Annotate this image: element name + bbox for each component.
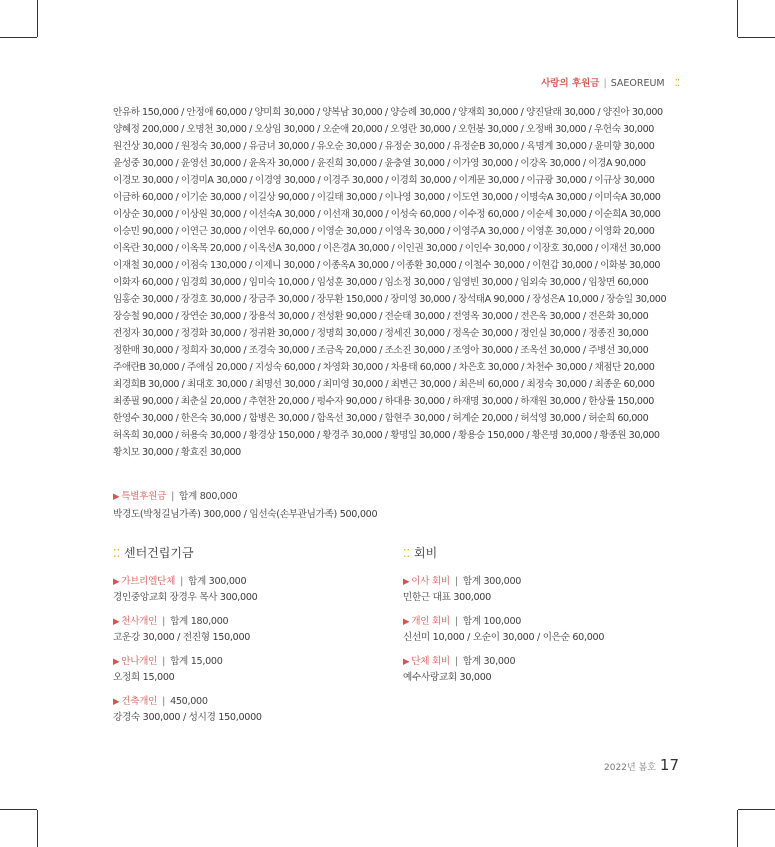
category-block (113, 654, 223, 686)
crop-mark (738, 809, 775, 810)
crop-mark (0, 809, 37, 810)
category-names: 경인중앙교회 장경우 목사 300,000 (113, 592, 258, 603)
divider: | (162, 656, 166, 667)
dots-icon: ⁚⁚ (113, 547, 120, 560)
crop-mark (37, 0, 38, 37)
donor-line: 황치모 30,000 / 황효진 30,000 (113, 447, 241, 458)
category-names: 민한근 대표 300,000 (403, 592, 491, 603)
category-title: 천사개인 (121, 616, 158, 627)
category-block (113, 614, 250, 646)
category-total: 합계 180,000 (170, 616, 229, 627)
crop-mark (0, 37, 37, 38)
divider: | (454, 576, 458, 587)
crop-mark (737, 0, 738, 37)
donor-line: 원건상 30,000 / 원정숙 30,000 / 유금녀 30,000 / 유오순 30,000 / 유정순 30,000 / 유정순B 30,000 / 육명계 30,000 / 윤미향 30,000 (113, 141, 655, 152)
section-heading-dues (403, 544, 437, 561)
category-header (403, 654, 515, 670)
category-title: 건축개인 (121, 696, 158, 707)
dots-icon: ⁚⁚ (403, 547, 410, 560)
page-footer (604, 756, 679, 774)
page-number: 17 (659, 756, 679, 774)
section-heading-building-fund (113, 544, 194, 561)
category-names: 박경도(박청길님가족) 300,000 / 임선숙(손부관님가족) 500,000 (113, 509, 378, 520)
special-donation-block (113, 488, 377, 523)
donor-line: 전정자 30,000 / 정경화 30,000 / 정귀환 30,000 / 정명희 30,000 / 정세진 30,000 / 정옥순 30,000 / 정인실 30,000 / 정종진 30,000 (113, 328, 649, 339)
donor-line: 양혜정 200,000 / 오명천 30,000 / 오상임 30,000 / 오순애 20,000 / 오영란 30,000 / 오헌봉 30,000 / 오정배 30,000 / 우헌숙 30,000 (113, 124, 654, 135)
dots-icon: ⁚⁚ (674, 78, 679, 89)
donor-line: 윤성중 30,000 / 윤영선 30,000 / 윤옥자 30,000 / 윤진희 30,000 / 윤충열 30,000 / 이가영 30,000 / 이강옥 30,000 / 이경A 90,000 (113, 158, 646, 169)
crop-mark (37, 810, 38, 847)
category-total: 합계 300,000 (188, 576, 247, 587)
category-title: 개인 회비 (411, 616, 450, 627)
category-header (113, 654, 223, 670)
donor-line: 주애란B 30,000 / 주애심 20,000 / 지성숙 60,000 / 차영화 30,000 / 차용태 60,000 / 차은호 30,000 / 차천수 30,000 / 채점단 20,000 (113, 362, 655, 373)
arrow-right-icon: ▶ (113, 617, 120, 627)
arrow-right-icon: ▶ (113, 492, 120, 502)
donor-line: 이상순 30,000 / 이상원 30,000 / 이선숙A 30,000 / 이선재 30,000 / 이성숙 60,000 / 이수정 60,000 / 이순세 30,000 / 이순희A 30,000 (113, 209, 661, 220)
issue-label: 2022년 봄호 (604, 763, 656, 773)
category-title: 이사 회비 (411, 576, 450, 587)
category-header (113, 614, 250, 630)
special-donation-header (113, 488, 377, 506)
donor-line: 최경희B 30,000 / 최대호 30,000 / 최명선 30,000 / 최미영 30,000 / 최변근 30,000 / 최은비 60,000 / 최정숙 30,000 / 최종운 60,000 (113, 379, 655, 390)
arrow-right-icon: ▶ (113, 577, 120, 587)
donor-line: 최종필 90,000 / 최춘실 20,000 / 추현찬 20,000 / 펑수자 90,000 / 하대용 30,000 / 하재명 30,000 / 하재원 30,000 / 한상률 150,000 (113, 396, 654, 407)
category-title: 특별후원금 (121, 491, 167, 502)
arrow-right-icon: ▶ (113, 697, 120, 707)
category-block (113, 694, 262, 726)
donor-line: 한영수 30,000 / 한은숙 30,000 / 함병은 30,000 / 함옥선 30,000 / 함현주 30,000 / 허계순 20,000 / 허석영 30,000 / 허순희 60,000 (113, 413, 649, 424)
category-block (403, 614, 604, 646)
section-heading-text: 회비 (414, 546, 438, 560)
category-header (113, 694, 262, 710)
category-names: 신선미 10,000 / 오순이 30,000 / 이은순 60,000 (403, 632, 605, 643)
crop-mark (738, 37, 775, 38)
arrow-right-icon: ▶ (113, 657, 120, 667)
category-header (403, 614, 604, 630)
category-names: 예수사랑교회 30,000 (403, 672, 492, 683)
category-names: 강경숙 300,000 / 성시경 150,0000 (113, 712, 262, 723)
category-block (113, 574, 257, 606)
divider: | (162, 616, 166, 627)
header-title: 사랑의 후원금 (541, 78, 600, 89)
donor-line: 이승민 90,000 / 이연근 30,000 / 이연우 60,000 / 이영순 30,000 / 이영옥 30,000 / 이영주A 30,000 / 이영훈 30,000 / 이영화 20,000 (113, 226, 655, 237)
divider: | (454, 656, 458, 667)
category-total: 합계 100,000 (462, 616, 522, 627)
category-names: 오정희 15,000 (113, 672, 175, 683)
donor-line: 안유하 150,000 / 안정애 60,000 / 양미희 30,000 / 양복남 30,000 / 양승례 30,000 / 양재희 30,000 / 양진달래 30,000 / 양진아 30,000 (113, 107, 663, 118)
category-title: 단체 회비 (411, 656, 450, 667)
category-header (403, 574, 521, 590)
category-total: 합계 800,000 (179, 491, 238, 502)
divider: | (171, 491, 175, 502)
divider: | (180, 576, 183, 587)
arrow-right-icon: ▶ (403, 577, 410, 587)
category-block (403, 654, 515, 686)
donor-list (113, 104, 688, 461)
category-header (113, 574, 257, 590)
category-total: 합계 30,000 (462, 656, 516, 667)
category-names: 고운강 30,000 / 전진형 150,000 (113, 632, 251, 643)
category-total: 450,000 (170, 696, 208, 707)
donor-line: 이경모 30,000 / 이경미A 30,000 / 이경영 30,000 / 이경주 30,000 / 이경희 30,000 / 이계문 30,000 / 이규광 30,000 / 이규상 30,000 (113, 175, 655, 186)
crop-mark (737, 810, 738, 847)
category-title: 안나개인 (121, 656, 158, 667)
arrow-right-icon: ▶ (403, 617, 410, 627)
section-heading-text: 센터건립기금 (124, 546, 194, 560)
donor-line: 장승철 90,000 / 장연순 30,000 / 장용석 30,000 / 전성환 90,000 / 전순태 30,000 / 전영옥 30,000 / 전은옥 30,000 / 전은화 30,000 (113, 311, 649, 322)
category-block (403, 574, 521, 606)
divider: | (454, 616, 458, 627)
running-header (541, 75, 679, 89)
arrow-right-icon: ▶ (403, 657, 410, 667)
header-subtitle: SAEOREUM (610, 78, 665, 89)
category-total: 합계 300,000 (462, 576, 522, 587)
divider: | (162, 696, 166, 707)
donor-line: 이옥란 30,000 / 이옥목 20,000 / 이옥선A 30,000 / 이은경A 30,000 / 이인권 30,000 / 이인수 30,000 / 이장호 30,000 / 이재선 30,000 (113, 243, 661, 254)
header-separator: | (603, 78, 607, 89)
donor-line: 허옥희 30,000 / 허용숙 30,000 / 황경상 150,000 / 황경주 30,000 / 황명일 30,000 / 황용승 150,000 / 황은명 30,000 / 황종원 30,000 (113, 430, 660, 441)
donor-line: 임홍순 30,000 / 장경호 30,000 / 장금주 30,000 / 장무환 150,000 / 장미영 30,000 / 장석태A 90,000 / 장성은A 10,000 / 장승일 30,000 (113, 294, 667, 305)
donor-line: 이재철 30,000 / 이점숙 130,000 / 이제니 30,000 / 이종옥A 30,000 / 이종환 30,000 / 이철수 30,000 / 이현갑 30,000 / 이화봉 30,000 (113, 260, 661, 271)
donor-line: 정한매 30,000 / 정희자 30,000 / 조경숙 30,000 / 조금옥 20,000 / 조소진 30,000 / 조영아 30,000 / 조옥선 30,000 / 주병선 30,000 (113, 345, 649, 356)
category-total: 합계 15,000 (170, 656, 223, 667)
donor-line: 이화자 60,000 / 임경희 30,000 / 임미숙 10,000 / 임성훈 30,000 / 임소정 30,000 / 임영빈 30,000 / 임외숙 30,000 / 임창면 60,000 (113, 277, 649, 288)
category-title: 가브리엘단체 (121, 576, 176, 587)
donor-line: 이금하 60,000 / 이기순 30,000 / 이길상 90,000 / 이길태 30,000 / 이나영 30,000 / 이도연 30,000 / 이명숙A 30,000 / 이미숙A 30,000 (113, 192, 661, 203)
